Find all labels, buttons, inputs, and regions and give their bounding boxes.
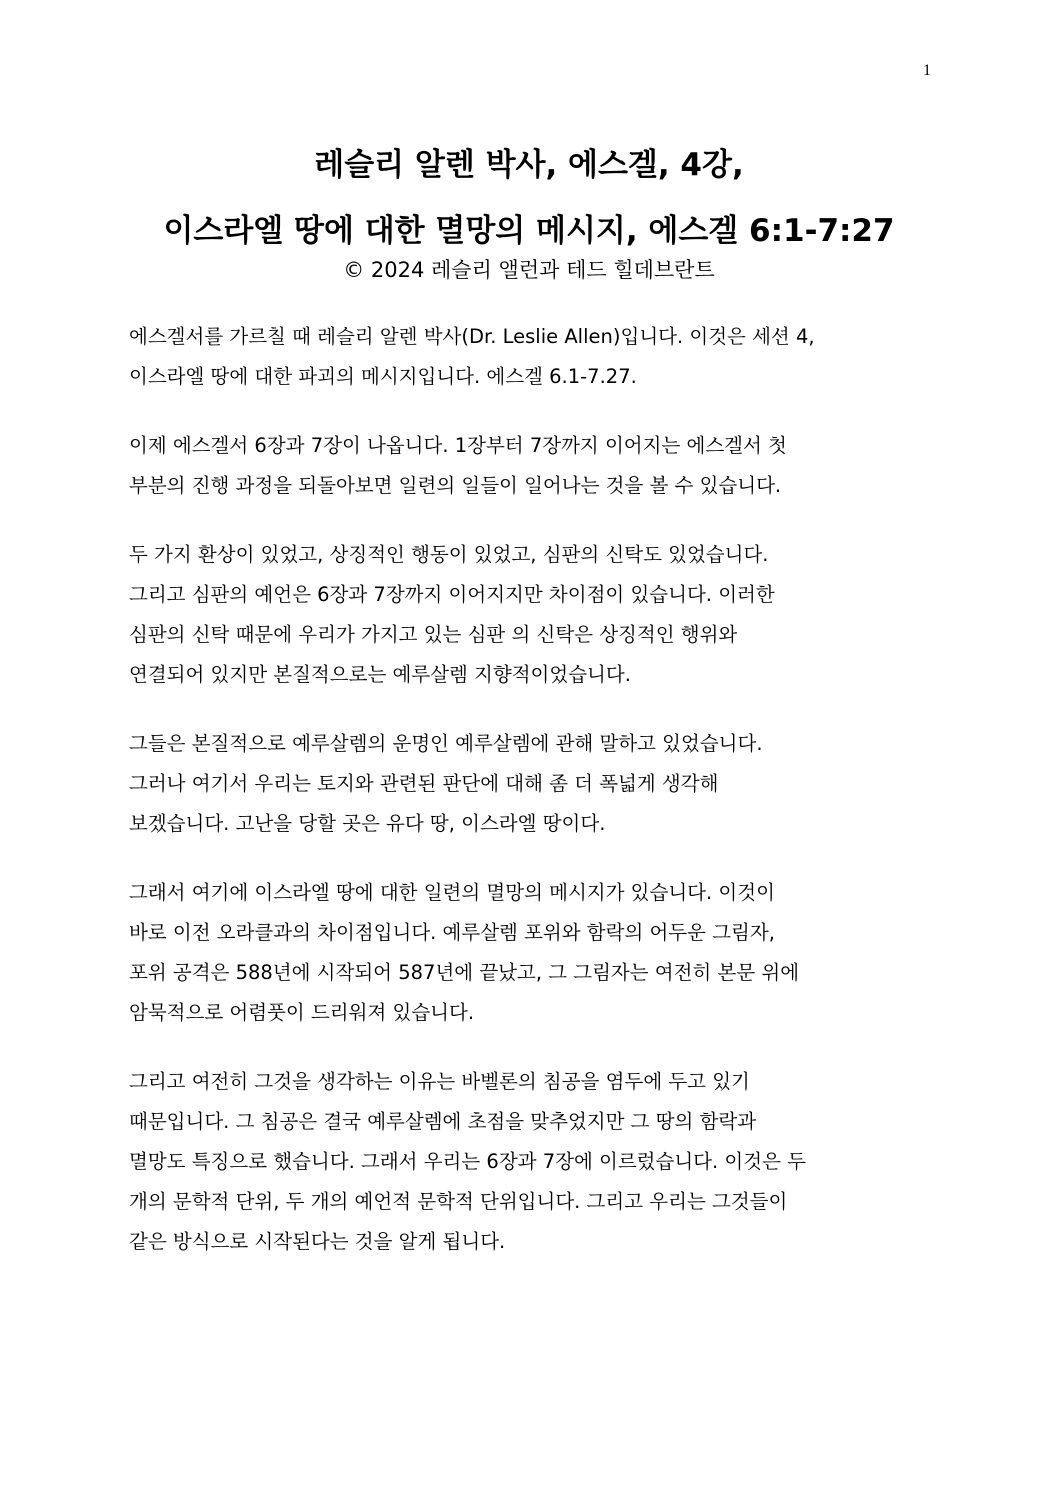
paragraph-line: 이스라엘 땅에 대한 파괴의 메시지입니다. 에스겔 6.1-7.27. — [129, 365, 637, 388]
paragraph-line: 두 가지 환상이 있었고, 상징적인 행동이 있었고, 심판의 신탁도 있었습니다. — [129, 543, 769, 566]
paragraph — [129, 317, 944, 397]
paragraph-line: 그래서 여기에 이스라엘 땅에 대한 일련의 멸망의 메시지가 있습니다. 이것이 — [129, 881, 775, 904]
paragraph-line: 암묵적으로 어렴풋이 드리워져 있습니다. — [129, 1001, 475, 1024]
document-title — [60, 132, 998, 264]
paragraph-line: 포위 공격은 588년에 시작되어 587년에 끝났고, 그 그림자는 여전히 본문 위에 — [129, 961, 800, 984]
paragraph-line: 같은 방식으로 시작된다는 것을 알게 됩니다. — [129, 1230, 506, 1253]
copyright-notice: © 2024 레슬리 앨런과 테드 힐데브란트 — [343, 258, 715, 282]
paragraph — [129, 873, 944, 1033]
paragraph — [129, 724, 944, 844]
paragraph-line: 심판의 신탁 때문에 우리가 가지고 있는 심판 의 신탁은 상징적인 행위와 — [129, 623, 738, 646]
title-line-1: 레슬리 알렌 박사, 에스겔, 4강, — [314, 147, 744, 183]
paragraph-line: 그들은 본질적으로 예루살렘의 운명인 예루살렘에 관해 말하고 있었습니다. — [129, 732, 763, 755]
paragraph — [129, 1062, 944, 1262]
paragraph-line: 연결되어 있지만 본질적으로는 예루살렘 지향적이었습니다. — [129, 663, 631, 686]
paragraph-line: 그리고 여전히 그것을 생각하는 이유는 바벨론의 침공을 염두에 두고 있기 — [129, 1070, 750, 1093]
title-line-2: 이스라엘 땅에 대한 멸망의 메시지, 에스겔 6:1-7:27 — [163, 213, 895, 249]
paragraph-line: 이제 에스겔서 6장과 7장이 나옵니다. 1장부터 7장까지 이어지는 에스겔서 첫 — [129, 434, 787, 457]
paragraph-line: 부분의 진행 과정을 되돌아보면 일련의 일들이 일어나는 것을 볼 수 있습니다. — [129, 474, 782, 497]
page-number: 1 — [923, 62, 931, 79]
paragraph-line: 에스겔서를 가르칠 때 레슬리 알렌 박사(Dr. Leslie Allen)입니다. 이것은 세션 4, — [129, 325, 815, 348]
paragraph-line: 개의 문학적 단위, 두 개의 예언적 문학적 단위입니다. 그리고 우리는 그것들이 — [129, 1190, 788, 1213]
paragraph-line: 때문입니다. 그 침공은 결국 예루살렘에 초점을 맞추었지만 그 땅의 함락과 — [129, 1110, 757, 1133]
paragraph — [129, 426, 944, 506]
paragraph — [129, 535, 944, 695]
paragraph-line: 바로 이전 오라클과의 차이점입니다. 예루살렘 포위와 함락의 어두운 그림자, — [129, 921, 775, 944]
paragraph-line: 보겠습니다. 고난을 당할 곳은 유다 땅, 이스라엘 땅이다. — [129, 812, 606, 835]
body-text — [129, 317, 944, 1291]
paragraph-line: 그리고 심판의 예언은 6장과 7장까지 이어지지만 차이점이 있습니다. 이러한 — [129, 583, 775, 606]
paragraph-line: 그러나 여기서 우리는 토지와 관련된 판단에 대해 좀 더 폭넓게 생각해 — [129, 772, 719, 795]
paragraph-line: 멸망도 특징으로 했습니다. 그래서 우리는 6장과 7장에 이르렀습니다. 이것은 두 — [129, 1150, 806, 1173]
